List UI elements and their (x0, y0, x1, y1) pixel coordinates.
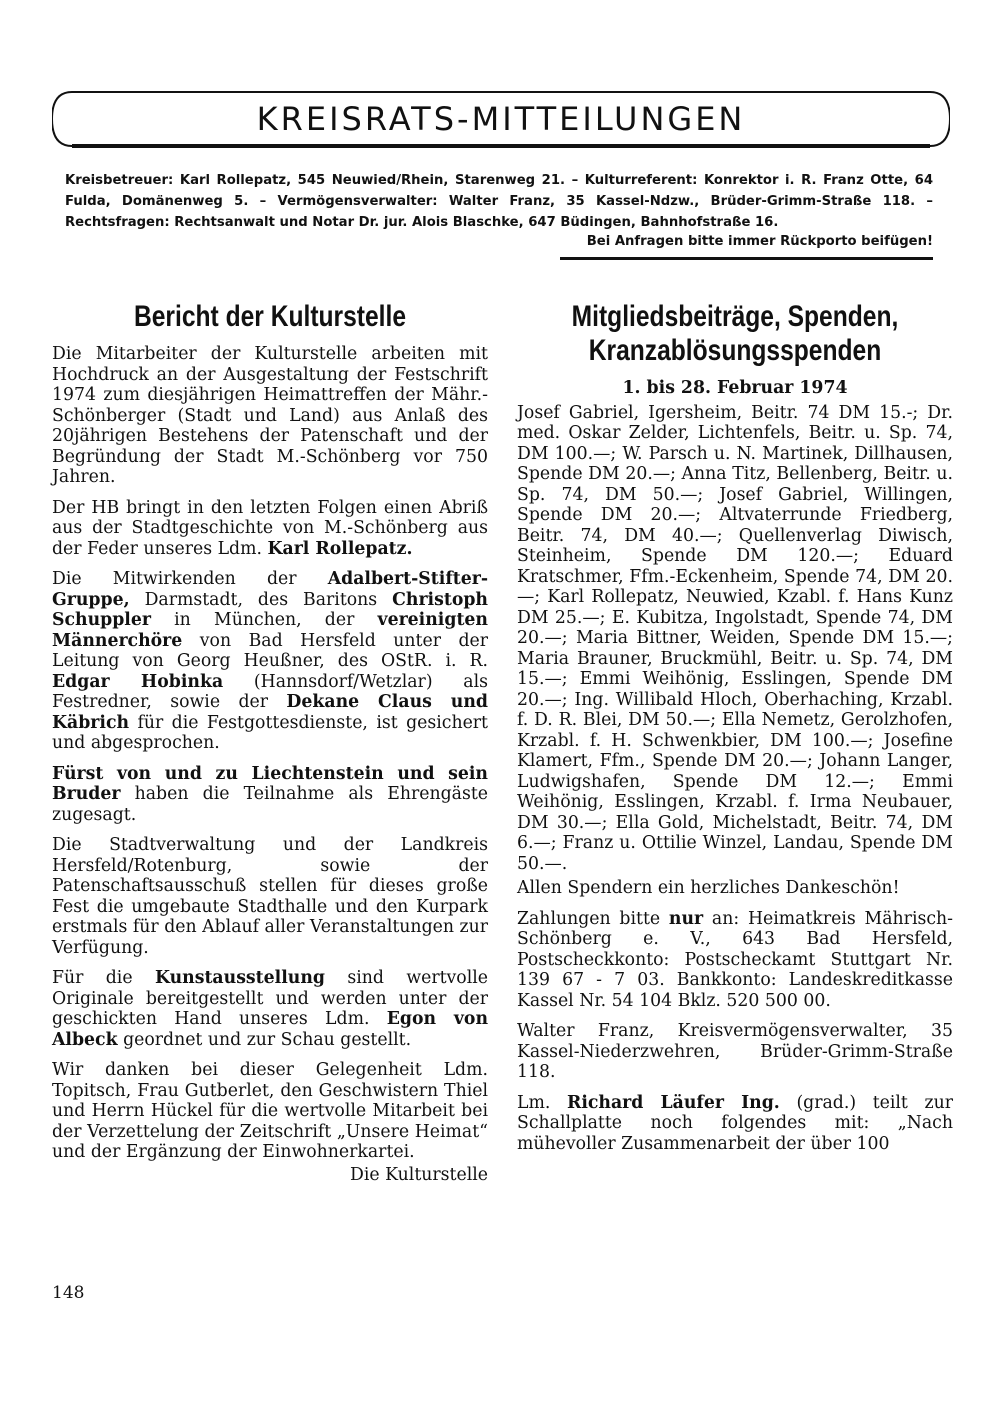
culture-report-title: Bericht der Kulturstelle (133, 300, 407, 333)
contributions-column (517, 300, 953, 1164)
contact-info (65, 170, 933, 233)
payment-info: Zahlungen bitte nur an: Heimatkreis Mährisch-Schönberg e. V., 643 Bad Hersfeld, Postscheckkonto: Postscheckamt Stuttgart Nr. 139 67 - 7 03. Bankkonto: Landeskreditkasse Kassel Nr. 54 104 Bklz. 520 500 00. (517, 908, 953, 1011)
culture-report-column (52, 300, 488, 1185)
paragraph: Die Mitarbeiter der Kulturstelle arbeiten mit Hochdruck an der Ausgestaltung der Festschrift 1974 zum diesjährigen Heimattreffen der Mähr.-Schönberger (Stadt und Land) aus Anlaß des 20jährigen Bestehens der Patenschaft und der Begründung der Stadt M.-Schönberg vor 750 Jahren. (52, 344, 488, 487)
paragraph: Wir danken bei dieser Gelegenheit Ldm. Topitsch, Frau Gutberlet, den Geschwistern Thiel und Herrn Hückel für die wertvolle Mitarbeit bei der Verzettelung der Zeitschrift „Unsere Heimat“ und der Ergänzung der Einwohnerkartei. (52, 1060, 488, 1162)
paragraph: Die Stadtverwaltung und der Landkreis Hersfeld/Rotenburg, sowie der Patenschaftsausschuß stellen für dieses große Fest die umgebaute Stadthalle und den Kurpark erstmals für den Ablauf aller Veranstaltungen zur Verfügung. (52, 835, 488, 958)
paragraph: Fürst von und zu Liechtenstein und sein Bruder haben die Teilnahme als Ehrengäste zugesagt. (52, 763, 488, 825)
divider (560, 257, 933, 260)
donor-list: Josef Gabriel, Igersheim, Beitr. 74 DM 15.-; Dr. med. Oskar Zelder, Lichtenfels, Beitr. u. Sp. 74, DM 100.—; W. Parsch u. N. Martinek, Dillhausen, Spende DM 20.—; Anna Titz, Bellenberg, Beitr. u. Sp. 74, DM 50.—; Josef Gabriel, Willingen, Spende DM 20.—; Altvaterrunde Friedberg, Beitr. 74, DM 40.—; Quellenverlag Diwisch, Steinheim, Spende DM 120.—; Eduard Kratschmer, Ffm.-Eckenheim, Spende 74, DM 20.—; Karl Rollepatz, Neuwied, Kzabl. f. Hans Kunz DM 25.—; E. Kubitza, Ingolstadt, Spende 74, DM 20.—; Maria Bittner, Weiden, Spende DM 15.—; Maria Brauner, Bruckmühl, Beitr. u. Sp. 74, DM 15.—; Emmi Weihönig, Esslingen, Spende DM 20.—; Ing. Willibald Hloch, Oberhaching, Krzabl. f. D. R. Blei, DM 50.—; Ella Nemetz, Gerolzhofen, Krzabl. f. H. Schwenkbier, DM 100.—; Josefine Klamert, Ffm., Spende DM 20.—; Johann Langer, Ludwigshafen, Spende DM 12.—; Emmi Weihönig, Esslingen, Krzabl. f. Irma Neubauer, DM 30.—; Ella Gold, Michelstadt, Beitr. 74, DM 6.—; Franz u. Ottilie Winzel, Landau, Spende DM 50.—. (517, 402, 953, 874)
paragraph: Der HB bringt in den letzten Folgen einen Abriß aus der Stadtgeschichte von M.-Schönberg aus der Feder unseres Ldm. Karl Rollepatz. (52, 497, 488, 559)
paragraph: Die Mitwirkenden der Adalbert-Stifter-Gruppe, Darmstadt, des Baritons Christoph Schuppler in München, der vereinigten Männerchöre von Bad Hersfeld unter der Leitung von Georg Heußner, des OStR. i. R. Edgar Hobinka (Hannsdorf/Wetzlar) als Festredner, sowie der Dekane Claus und Käbrich für die Festgottesdienste, ist gesichert und abgesprochen. (52, 569, 489, 753)
page-number: 148 (52, 1283, 85, 1303)
header-banner (52, 88, 950, 150)
paragraph: Lm. Richard Läufer Ing. (grad.) teilt zur Schallplatte noch folgendes mit: „Nach mühevoller Zusammenarbeit der über 100 (517, 1092, 953, 1154)
period: 1. bis 28. Februar 1974 (622, 378, 848, 398)
thanks: Allen Spendern ein herzliches Dankeschön! (517, 878, 900, 898)
contact-info-text: Kreisbetreuer: Karl Rollepatz, 545 Neuwied/Rhein, Starenweg 21. – Kulturreferent: Konrektor i. R. Franz Otte, 64 Fulda, Domänenweg 5. – Vermögensverwalter: Walter Franz, 35 Kassel-Ndzw., Brüder-Grimm-Straße 118. – Rechtsfragen: Rechtsanwalt und Notar Dr. jur. Alois Blaschke, 647 Büdingen, Bahnhofstraße 16. (65, 173, 933, 230)
page-title: KREISRATS-MITTEILUNGEN (256, 100, 746, 138)
contributions-title: Mitgliedsbeiträge, Spenden, Kranzablösungsspenden (571, 300, 899, 367)
postage-notice: Bei Anfragen bitte immer Rückporto beifügen! (586, 234, 933, 249)
signature: Die Kulturstelle (350, 1164, 488, 1185)
paragraph: Für die Kunstausstellung sind wertvolle Originale bereitgestellt und werden unter der geschickten Hand unseres Ldm. Egon von Albeck geordnet und zur Schau gestellt. (52, 968, 489, 1050)
paragraph: Walter Franz, Kreisvermögensverwalter, 35 Kassel-Niederzwehren, Brüder-Grimm-Straße 118. (517, 1021, 953, 1082)
